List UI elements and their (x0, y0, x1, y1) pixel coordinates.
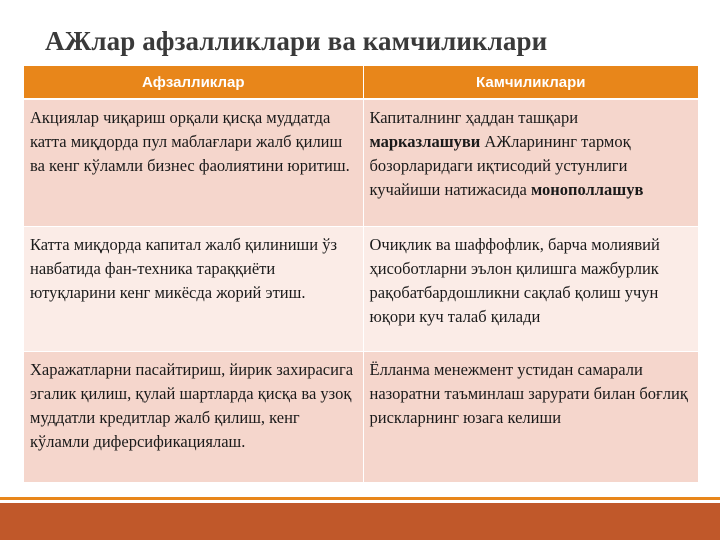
header-disadvantages: Камчиликлари (363, 66, 698, 99)
advantage-cell: Акциялар чиқариш орқали қисқа муддатда катта миқдорда пул маблағлари жалб қилиш ва кенг кўламли бизнес фаолиятини юритиш. (24, 99, 363, 227)
table-row (24, 227, 698, 352)
disadvantage-cell (363, 99, 698, 227)
table-row (24, 99, 698, 227)
comparison-table (24, 66, 698, 483)
header-advantages: Афзалликлар (24, 66, 363, 99)
table-row (24, 352, 698, 483)
disadvantage-text: АЖларининг тармоқ бозорларидаги иқтисодий устунлиги кучайиши натижасида (369, 132, 631, 199)
table-header-row (24, 66, 698, 99)
disadvantage-cell: Очиқлик ва шаффофлик, барча молиявий ҳисоботларни эълон қилишга мажбурлик рақобатбардошликни сақлаб қолиш учун юқори куч талаб қилади (363, 227, 698, 352)
disadvantage-bold-term: марказлашуви (369, 132, 481, 151)
advantage-cell: Катта миқдорда капитал жалб қилиниши ўз навбатида фан-техника тараққиёти ютуқларини кенг микёсда жорий этиш. (24, 227, 363, 352)
slide-title: АЖлар афзалликлари ва камчиликлари (45, 26, 548, 56)
disadvantage-text: Капиталнинг ҳаддан ташқари (369, 108, 579, 127)
disadvantage-bold-term: монополлашув (530, 180, 644, 199)
disadvantage-cell: Ёлланма менежмент устидан самарали назоратни таъминлаш зарурати билан боғлиқ рискларнинг юзага келиши (363, 352, 698, 483)
footer-bar (0, 503, 720, 540)
footer-accent-line (0, 497, 720, 500)
advantage-cell: Харажатларни пасайтириш, йирик захирасига эгалик қилиш, қулай шартларда қисқа ва узоқ муддатли кредитлар жалб қилиш, кенг кўламли диферсификациялаш. (24, 352, 363, 483)
